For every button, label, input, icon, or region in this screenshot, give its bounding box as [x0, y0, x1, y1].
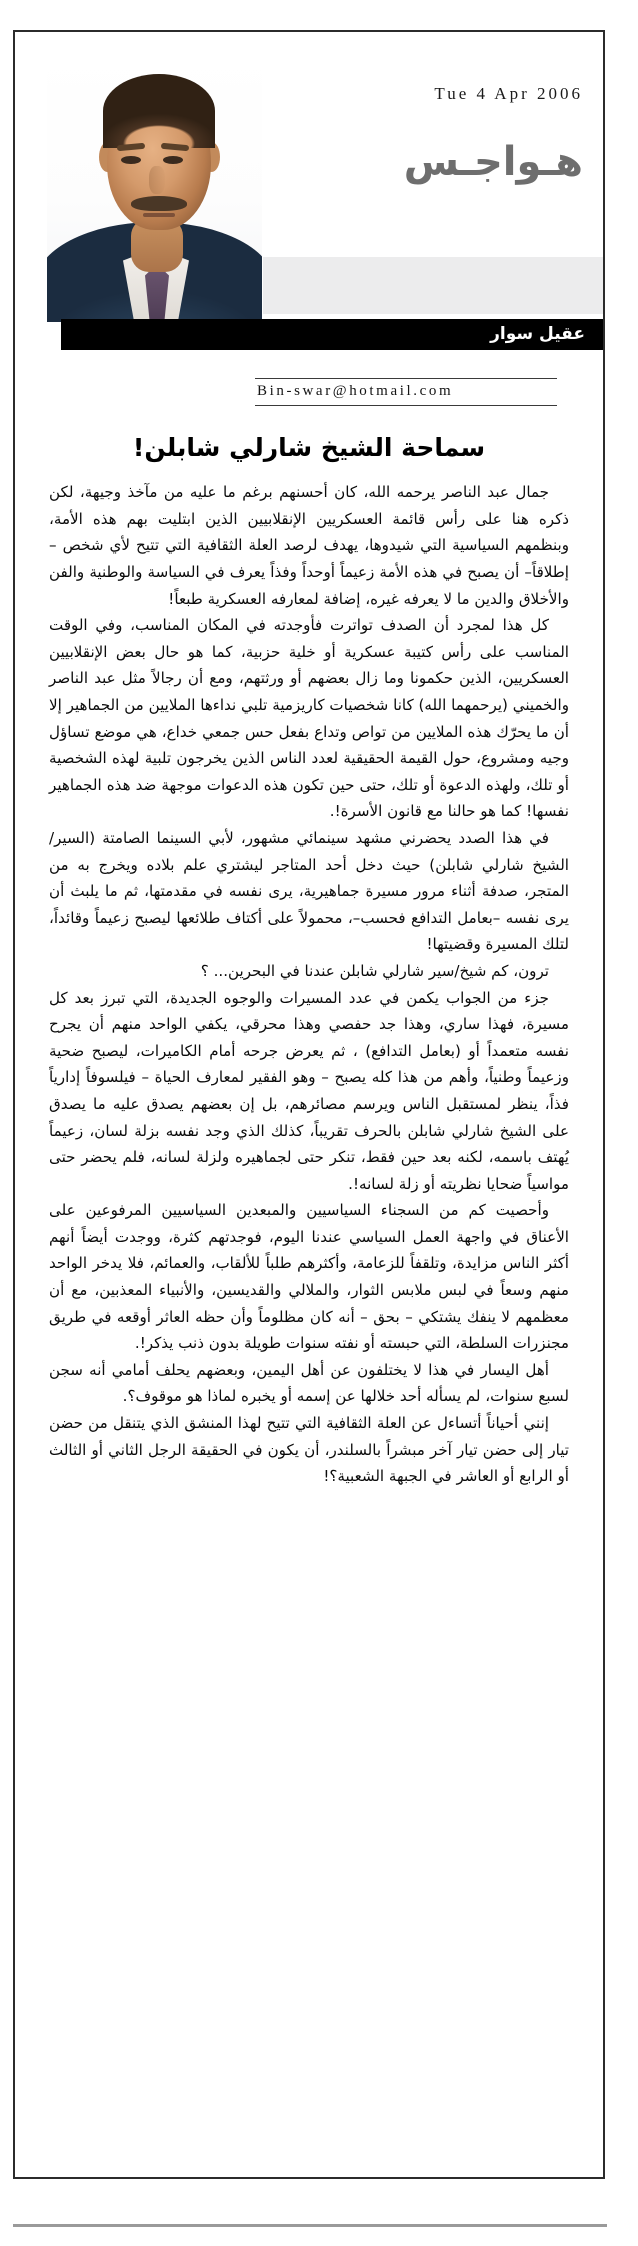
article-paragraph: أهل اليسار في هذا لا يختلفون عن أهل اليمين، وبعضهم يحلف أمامي أنه سجن لسبع سنوات، لم يسأله أحد خلالها عن إسمه أو يخبره لماذا هو موقوف؟.: [49, 1360, 569, 1406]
portrait-mouth: [143, 213, 175, 217]
portrait-eye-left: [121, 156, 141, 164]
article-paragraph: جمال عبد الناصر يرحمه الله، كان أحسنهم برغم ما عليه من مآخذ وجيهة، لكن ذكره هنا على رأس قائمة العسكريين الإنقلابيين الذين ابتليت بهم هذه الأمة، وبنظمهم السياسية التي شيدوها، يهدف لرصد العلة الثقافية التي تتيح لأي شخص – إطلاقاً– أن يصبح في هذه الأمة زعيماً أوحداً وفذاً يعرف في السياسة والوطنية والفن والأخلاق والدين ما لا يعرفه غيره، إضافة لمعارفه العسكرية طبعاً!: [49, 483, 569, 608]
author-email[interactable]: Bin-swar@hotmail.com: [257, 383, 454, 399]
portrait-hair: [103, 74, 215, 148]
article-paragraph: في هذا الصدد يحضرني مشهد سينمائي مشهور، لأبي السينما الصامتة (السير/الشيخ شارلي شابلن) حيث دخل أحد المتاجر ليشتري علم بلاده ويخرج به من المتجر، صدفة أثناء مرور مسيرة جماهيرية، يرى نفسه في مقدمتها، ثم ما يلبث أن يرى نفسه –بعامل التدافع فحسب–، محمولاً على أكتاف طلائعها ليصبح زعيماً وقائداً، لتلك المسيرة وقضيتها!: [49, 828, 569, 954]
article-headline: سماحة الشيخ شارلي شابلن!: [132, 433, 486, 462]
article-paragraph: إنني أحياناً أتساءل عن العلة الثقافية التي تتيح لهذا المنشق الذي يتنقل من حضن تيار إلى حضن تيار آخر مبشراً بالسلندر، أن يكون في الحقيقة الرجل الثاني أو الثالث أو الرابع أو العاشر في الجبهة الشعبية؟!: [49, 1414, 569, 1486]
column-logo-title: هـواجـس: [403, 139, 583, 185]
author-portrait-photo: [47, 50, 262, 322]
footer-divider: [13, 2224, 607, 2227]
masthead: [15, 32, 603, 350]
article-body: [49, 479, 569, 1490]
author-name: عقيل سوار: [490, 324, 585, 344]
author-email-block: [255, 378, 557, 406]
author-name-bar: [61, 319, 603, 350]
portrait-eye-right: [163, 156, 183, 164]
article-paragraph: ترون، كم شيخ/سير شارلي شابلن عندنا في البحرين... ؟: [200, 961, 549, 980]
portrait-mustache: [131, 196, 187, 211]
portrait-nose: [149, 166, 165, 194]
article-paragraph: جزء من الجواب يكمن في عدد المسيرات والوجوه الجديدة، التي تبرز بعد كل مسيرة، فهذا ساري، وهذا جد حفصي وهذا محرقي، يكفي الواحد منهم أن يجرح نفسه متعمداً أو (بعامل التدافع) ، ثم يعرض جرحه أمام الكاميرات، ليصبح ضحية وزعيماً وطنياً، وأهم من هذا كله يصبح – وهو الفقير لمعارف الحياة – فيلسوفاً إدارياً فذاً، ينظر لمستقبل الناس ويرسم مصائرهم، بل إن بعضهم يصدق عليه ما يصدق على الشيخ شارلي شابلن بالحرف تقريباً، كذلك الذي وجد نفسه بزلة لسان، زعيماً يُهتف باسمه، لكنه بعد حين فقط، تنكر حتى لجماهيره ولزلة لسانه، فلم يحضر حتى مواسياً ضحايا نظريته أو زلة لسانه!.: [49, 988, 569, 1193]
publication-date: Tue 4 Apr 2006: [434, 84, 583, 103]
article-paragraph: وأحصيت كم من السجناء السياسيين والمبعدين السياسيين المرفوعين على الأعناق في واجهة العمل السياسي عندنا اليوم، فوجدتهم كثرة، ووجدت أيضاً أنهم أكثر الناس مزايدة، وتلقفاً للزعامة، وأكثرهم طلباً للألقاب، والعمائم، فلا يدخر الواحد منهم وسعاً في لبس ملابس الثوار، والملالي والقديسين، والأنبياء المعذبين، مع أن معظمهم لا ينفك يشتكي – بحق – أنه كان مظلوماً وأن حظه العاثر أوقعه في طريق مجنزرات السلطة، التي حبسته أو نفته سنوات طويلة بدون ذنب يذكر!.: [49, 1201, 569, 1353]
article-paragraph: كل هذا لمجرد أن الصدف تواترت فأوجدته في المكان المناسب، وفي الوقت المناسب على رأس كتيبة عسكرية أو خلية حزبية، كما هو حال بعض الإنقلابيين العسكريين، الذين حكمونا وما زال بعضهم أو ورثتهم، ومع أن رجالاً مثل عبد الناصر والخميني (يرحمهما الله) كانا شخصيات كاريزمية تلبي نداءها الملايين من الجماهير إلا أن ما يحرّك هذه الملايين من تواص وتداع بفعل حس جمعي خداع، هي موضع تساؤل وجيه ومشروع، حول القيمة الحقيقية لعدد الناس الذين يخرجون تلبية لهذه الشخصية أو تلك، ولهذه الدعوة أو تلك، حتى حين تكون هذه الدعوات موجهة ضد هذه الجماهير نفسها! كما هو حالنا مع قانون الأسرة!.: [49, 616, 569, 821]
article-container: [13, 30, 605, 2179]
masthead-grey-band: [263, 257, 603, 314]
